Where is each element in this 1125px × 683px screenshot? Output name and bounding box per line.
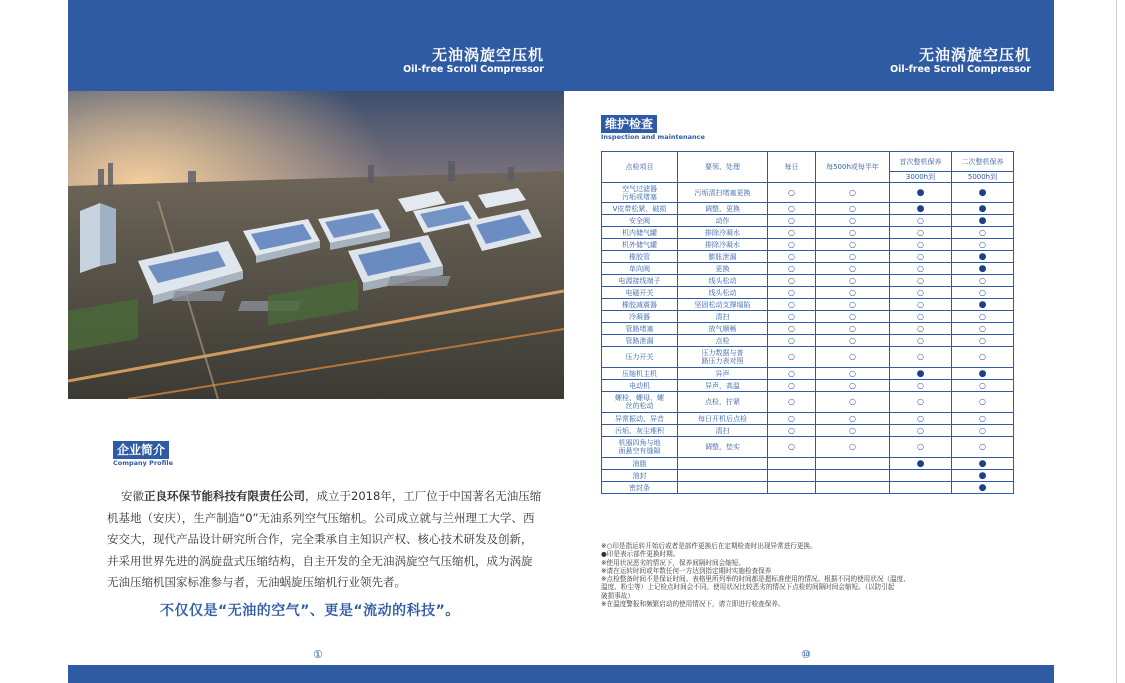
maintenance-title-en: Inspection and maintenance xyxy=(601,133,705,141)
table-cell-item: 管路堵塞 xyxy=(602,323,678,335)
note-line: ●印是表示部件更换时期。 xyxy=(601,550,680,559)
table-row xyxy=(602,203,1014,215)
maintenance-table-body xyxy=(602,183,1014,494)
table-cell-action: 污垢清扫堵塞更换 xyxy=(678,183,768,203)
maintenance-table xyxy=(601,151,1014,494)
table-cell-first: ● xyxy=(890,458,952,470)
table-cell-action: 动作 xyxy=(678,215,768,227)
table-cell-first xyxy=(890,482,952,494)
table-row xyxy=(602,482,1014,494)
table-row xyxy=(602,368,1014,380)
factory-aerial-photo xyxy=(68,91,564,399)
table-cell-item: 电动机 xyxy=(602,380,678,392)
table-cell-h500: ○ xyxy=(816,239,890,251)
table-cell-daily: ○ xyxy=(768,335,816,347)
table-cell-second: ○ xyxy=(952,239,1014,251)
note-line: ※在温度警报和频繁启动的使用情况下，请立即进行检查保养。 xyxy=(601,600,785,609)
table-row xyxy=(602,275,1014,287)
table-cell-daily: ○ xyxy=(768,183,816,203)
page-number-right: ⑩ xyxy=(801,648,811,661)
table-cell-action xyxy=(678,458,768,470)
table-cell-action: 线头松动 xyxy=(678,275,768,287)
table-cell-second: ● xyxy=(952,470,1014,482)
table-cell-h500: ○ xyxy=(816,380,890,392)
table-cell-item: 机内储气罐 xyxy=(602,227,678,239)
table-cell-second: ○ xyxy=(952,425,1014,437)
table-cell-daily: ○ xyxy=(768,215,816,227)
brand-title-en: Oil-free Scroll Compressor xyxy=(403,64,544,75)
table-cell-h500 xyxy=(816,458,890,470)
table-cell-action: 压力数据与普 路压力表对照 xyxy=(678,347,768,368)
table-subheader: 3000h到 xyxy=(890,172,952,183)
table-cell-second: ● xyxy=(952,458,1014,470)
table-row xyxy=(602,299,1014,311)
table-cell-daily: ○ xyxy=(768,287,816,299)
table-row xyxy=(602,380,1014,392)
note-line: 温度、粉尘等）上记检点时间会不同。使用状况比较恶劣的情况下点检的间隔时间会缩短。（以防引起 xyxy=(601,583,895,592)
brand-title-en: Oil-free Scroll Compressor xyxy=(890,64,1031,75)
table-cell-second: ● xyxy=(952,251,1014,263)
table-cell-first: ○ xyxy=(890,347,952,368)
company-name: 正良环保节能科技有限责任公司 xyxy=(144,489,305,503)
table-cell-item: 单向阀 xyxy=(602,263,678,275)
table-cell-first xyxy=(890,470,952,482)
table-cell-h500: ○ xyxy=(816,437,890,458)
table-cell-action: 排除冷凝水 xyxy=(678,227,768,239)
table-cell-item: 冷凝器 xyxy=(602,311,678,323)
table-cell-daily: ○ xyxy=(768,425,816,437)
maintenance-notes xyxy=(601,542,1021,608)
table-cell-second: ● xyxy=(952,183,1014,203)
table-cell-item: 空气过滤器 污垢或堵塞 xyxy=(602,183,678,203)
profile-text-before: 安徽 xyxy=(121,489,144,503)
table-cell-item: 密封条 xyxy=(602,482,678,494)
table-cell-action: 坚固松动支撑塌陷 xyxy=(678,299,768,311)
table-cell-first: ○ xyxy=(890,413,952,425)
table-cell-first: ● xyxy=(890,368,952,380)
table-cell-h500 xyxy=(816,470,890,482)
table-row xyxy=(602,413,1014,425)
table-cell-item: 电源接线端子 xyxy=(602,275,678,287)
table-cell-first: ● xyxy=(890,183,952,203)
maintenance-title-cn: 维护检查 xyxy=(601,115,657,133)
table-cell-h500: ○ xyxy=(816,311,890,323)
brand-title-right xyxy=(890,46,1031,76)
table-cell-first: ○ xyxy=(890,227,952,239)
table-cell-action: 清扫 xyxy=(678,425,768,437)
table-cell-second: ● xyxy=(952,203,1014,215)
table-cell-second: ○ xyxy=(952,287,1014,299)
table-cell-second: ○ xyxy=(952,380,1014,392)
table-cell-daily: ○ xyxy=(768,437,816,458)
table-cell-daily: ○ xyxy=(768,251,816,263)
table-cell-first: ○ xyxy=(890,215,952,227)
table-cell-first: ○ xyxy=(890,275,952,287)
table-cell-second: ○ xyxy=(952,323,1014,335)
table-cell-h500: ○ xyxy=(816,425,890,437)
table-header: 点检项目 xyxy=(602,152,678,183)
note-line: ※请在运转时间或年数任何一方达到指定期时实施检查保养 xyxy=(601,566,772,575)
table-cell-first: ○ xyxy=(890,263,952,275)
table-cell-item: 橡胶管 xyxy=(602,251,678,263)
table-cell-h500: ○ xyxy=(816,263,890,275)
table-header: 每日 xyxy=(768,152,816,183)
table-cell-action: 点检，拧紧 xyxy=(678,392,768,413)
table-header: 每500h或每半年 xyxy=(816,152,890,183)
table-row xyxy=(602,239,1014,251)
note-line: 破损事故） xyxy=(601,591,634,600)
table-cell-item: 橡胶减震器 xyxy=(602,299,678,311)
table-header: 首次整机保养 xyxy=(890,152,952,172)
profile-paragraph xyxy=(107,486,543,594)
table-cell-h500: ○ xyxy=(816,227,890,239)
table-cell-daily: ○ xyxy=(768,311,816,323)
maintenance-section-title xyxy=(601,113,705,142)
table-cell-first: ○ xyxy=(890,380,952,392)
table-cell-second: ○ xyxy=(952,311,1014,323)
table-cell-action: 更换 xyxy=(678,263,768,275)
table-cell-second: ○ xyxy=(952,413,1014,425)
table-row xyxy=(602,227,1014,239)
table-cell-daily: ○ xyxy=(768,347,816,368)
table-cell-daily: ○ xyxy=(768,413,816,425)
table-cell-item: V皮带松紧、破损 xyxy=(602,203,678,215)
brand-title-left xyxy=(403,46,544,76)
table-cell-first: ○ xyxy=(890,239,952,251)
table-cell-daily: ○ xyxy=(768,323,816,335)
table-cell-action: 每日开机后点检 xyxy=(678,413,768,425)
table-cell-h500: ○ xyxy=(816,299,890,311)
table-cell-action: 放气顺畅 xyxy=(678,323,768,335)
table-cell-second: ● xyxy=(952,368,1014,380)
table-row xyxy=(602,311,1014,323)
profile-title-en: Company Profile xyxy=(113,459,174,467)
table-row xyxy=(602,287,1014,299)
table-row xyxy=(602,437,1014,458)
table-subheader: 5000h到 xyxy=(952,172,1014,183)
table-header: 要领、处理 xyxy=(678,152,768,183)
table-cell-h500: ○ xyxy=(816,347,890,368)
brand-title-cn: 无油涡旋空压机 xyxy=(918,46,1031,64)
table-cell-action xyxy=(678,470,768,482)
table-cell-first: ○ xyxy=(890,311,952,323)
table-cell-daily: ○ xyxy=(768,299,816,311)
table-cell-daily: ○ xyxy=(768,227,816,239)
table-cell-daily: ○ xyxy=(768,203,816,215)
table-cell-item: 电磁开关 xyxy=(602,287,678,299)
note-line: ※○印是指运转开始后或者是部件更换后在定期检查时出现异常进行更换。 xyxy=(601,542,817,550)
table-cell-item: 机器四角与地 面悬空有缝隙 xyxy=(602,437,678,458)
table-cell-daily xyxy=(768,482,816,494)
table-cell-action: 调整、更换 xyxy=(678,203,768,215)
footer-band xyxy=(68,665,1054,683)
table-cell-item: 螺栓、螺母、螺 丝的松动 xyxy=(602,392,678,413)
table-cell-second: ○ xyxy=(952,347,1014,368)
table-cell-item: 污垢、灰尘堆积 xyxy=(602,425,678,437)
table-row xyxy=(602,215,1014,227)
note-line: ※点检整备时间不是保证时间。表格里所列举的时间都是摁标准使用的情况。根据不同的使用状况（温度、 xyxy=(601,575,910,584)
table-cell-action: 异声 xyxy=(678,368,768,380)
page-edge-divider xyxy=(1116,0,1117,683)
table-row xyxy=(602,392,1014,413)
table-cell-first: ○ xyxy=(890,425,952,437)
table-cell-second: ● xyxy=(952,215,1014,227)
table-cell-item: 异常振动、异音 xyxy=(602,413,678,425)
table-cell-second: ● xyxy=(952,482,1014,494)
table-cell-item: 油脂 xyxy=(602,458,678,470)
table-cell-h500: ○ xyxy=(816,413,890,425)
table-cell-h500: ○ xyxy=(816,323,890,335)
table-cell-daily: ○ xyxy=(768,368,816,380)
table-row xyxy=(602,263,1014,275)
table-cell-first: ○ xyxy=(890,287,952,299)
table-cell-daily xyxy=(768,470,816,482)
table-cell-h500: ○ xyxy=(816,183,890,203)
table-cell-second: ○ xyxy=(952,275,1014,287)
table-row xyxy=(602,458,1014,470)
table-cell-h500: ○ xyxy=(816,251,890,263)
page-number-left: ① xyxy=(313,648,323,661)
table-row xyxy=(602,183,1014,203)
table-cell-daily xyxy=(768,458,816,470)
table-cell-h500: ○ xyxy=(816,368,890,380)
table-cell-second: ○ xyxy=(952,335,1014,347)
table-cell-action xyxy=(678,482,768,494)
table-cell-action: 膨胀泄漏 xyxy=(678,251,768,263)
profile-text-after: ，成立于2018年，工厂位于中国著名无油压缩机基地（安庆），生产制造“0”无油系列空气压缩机。公司成立就与兰州理工大学、西安交大，现代产品设计研究所合作，完全秉承自主知识产权、核心技术研发及创新，并采用世界先进的涡旋盘式压缩结构，自主开发的全无油涡旋空气压缩机，成为涡旋无油压缩机国家标准参与者，无油蜗旋压缩机行业领先者。 xyxy=(107,489,542,589)
table-cell-first: ○ xyxy=(890,392,952,413)
brand-title-cn: 无油涡旋空压机 xyxy=(431,46,544,64)
table-cell-action: 清扫 xyxy=(678,311,768,323)
table-cell-item: 管路泄漏 xyxy=(602,335,678,347)
table-cell-first: ○ xyxy=(890,299,952,311)
table-cell-action: 线头松动 xyxy=(678,287,768,299)
table-row xyxy=(602,470,1014,482)
table-cell-h500: ○ xyxy=(816,215,890,227)
profile-title-cn: 企业简介 xyxy=(113,441,169,459)
table-row xyxy=(602,347,1014,368)
table-cell-item: 油封 xyxy=(602,470,678,482)
table-cell-second: ○ xyxy=(952,392,1014,413)
table-cell-daily: ○ xyxy=(768,263,816,275)
table-cell-item: 机外储气罐 xyxy=(602,239,678,251)
table-cell-h500: ○ xyxy=(816,203,890,215)
note-line: ※使用状况恶劣的情况下，保养间隔时间会缩短。 xyxy=(601,558,745,567)
table-row xyxy=(602,425,1014,437)
table-cell-first: ○ xyxy=(890,437,952,458)
table-cell-h500: ○ xyxy=(816,287,890,299)
table-cell-action: 点检 xyxy=(678,335,768,347)
table-cell-item: 压力开关 xyxy=(602,347,678,368)
table-cell-item: 安全阀 xyxy=(602,215,678,227)
table-cell-second: ○ xyxy=(952,227,1014,239)
table-cell-second: ● xyxy=(952,263,1014,275)
table-cell-h500: ○ xyxy=(816,275,890,287)
table-cell-first: ○ xyxy=(890,323,952,335)
slogan: 不仅仅是“无油的空气”、更是“流动的科技”。 xyxy=(160,603,460,619)
table-cell-action: 排除冷凝水 xyxy=(678,239,768,251)
table-row xyxy=(602,323,1014,335)
table-cell-h500: ○ xyxy=(816,392,890,413)
table-cell-daily: ○ xyxy=(768,275,816,287)
table-cell-daily: ○ xyxy=(768,239,816,251)
table-cell-daily: ○ xyxy=(768,392,816,413)
table-cell-h500 xyxy=(816,482,890,494)
table-cell-second: ○ xyxy=(952,437,1014,458)
table-cell-second: ● xyxy=(952,299,1014,311)
table-cell-first: ○ xyxy=(890,335,952,347)
profile-section-title xyxy=(113,439,173,468)
table-cell-action: 调整，垫实 xyxy=(678,437,768,458)
table-cell-first: ● xyxy=(890,203,952,215)
table-cell-item: 压缩机主机 xyxy=(602,368,678,380)
table-cell-daily: ○ xyxy=(768,380,816,392)
table-row xyxy=(602,335,1014,347)
table-header: 二次整机保养 xyxy=(952,152,1014,172)
table-cell-action: 异声，高温 xyxy=(678,380,768,392)
table-cell-h500: ○ xyxy=(816,335,890,347)
table-cell-first: ○ xyxy=(890,251,952,263)
table-row xyxy=(602,251,1014,263)
